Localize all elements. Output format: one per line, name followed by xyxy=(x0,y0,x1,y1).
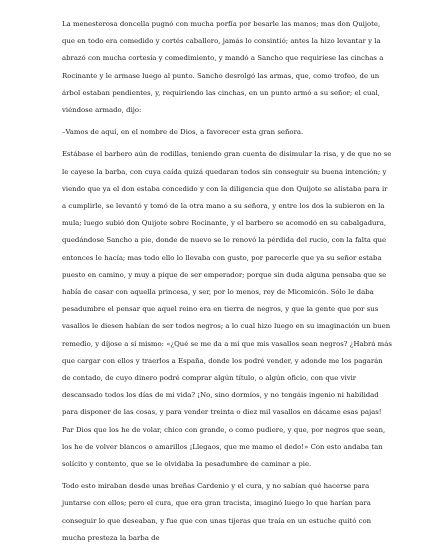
paragraph-cardenio: Todo esto miraban desde unas breñas Cardenio y el cura, y no sabían qué hacerse para juntarse con ellos; pero el cura, que era gran tracista, imaginó luego lo que harían para conseguir lo que deseaban, y fue que con unas tijeras que traía en un estuche quitó con mucha presteza la barba de xyxy=(62,482,372,542)
paragraph-dialogue: –Vamos de aquí, en el nombre de Dios, a favorecer esta gran señora. xyxy=(62,128,304,137)
paragraph-barbero: Estábase el barbero aún de rodillas, teniendo gran cuenta de disimular la risa, y de que no se le cayese la barba, con cuya caída quizá quedaran todos sin conseguir su buena intención; y viendo que ya el don estaba concedido y con la diligencia que don Quijote se alistaba para ir a cumplirle, se levantó y tomó de la otra mano a su señora, y entre los dos la subieron en la mula; luego subió don Quijote sobre Rocinante, y el barbero se acomodó en su cabalgadura, quedándose Sancho a pie, donde de nuevo se le renovó la pérdida del rucio, con la falta que entonces le hacía; mas todo ello lo llevaba con gusto, por parecerle que ya su señor estaba puesto en camino, y muy a pique de ser emperador; porque sin duda alguna pensaba que se había de casar con aquella princesa, y ser, por lo menos, rey de Micomicón. Sólo le daba pesadumbre el pensar que aquel reino era en tierra de negros, y que la gente que por sus vasallos le diesen habían de ser todos negros; a lo cual hizo luego en su imaginación un buen remedio, y díjose a sí mismo: «¿Qué se me da a mí que mis vasallos sean negros? ¿Habrá más que cargar con ellos y traerlos a España, donde los podré vender, y adonde me los pagarán de contado, de cuyo dinero podré comprar algún título, o algún oficio, con que vivir descansado todos los días de mi vida? ¡No, sino dormíos, y no tengáis ingenio ni habilidad para disponer de las cosas, y para vender treinta o diez mil vasallos en dácame esas pajas! Par Dios que los he de volar, chico con grande, o como pudiere, y que, por negros que sean, los he de volver blancos o amarillos ¡Llegaos, que me mamo el dedo!» Con esto andaba tan solícito y contento, que se le olvidaba la pesadumbre de caminar a pie. xyxy=(62,150,392,469)
document-body xyxy=(62,16,392,552)
paragraph-doncella: La menesterosa doncella pugnó con mucha porfía por besarle las manos; mas don Quijote, que en todo era comedido y cortés caballero, jamás lo consintió; antes la hizo levantar y la abrazó con mucha cortesía y comedimiento, y mandó a Sancho que requiriese las cinchas a Rocinante y le armase luego al punto. Sancho desrolgó las armas, que, como trofeo, de un árbol estaban pendientes, y, requiriendo las cinchas, en un punto armó a su señor; el cual, viéndose armado, dijo: xyxy=(62,20,384,115)
